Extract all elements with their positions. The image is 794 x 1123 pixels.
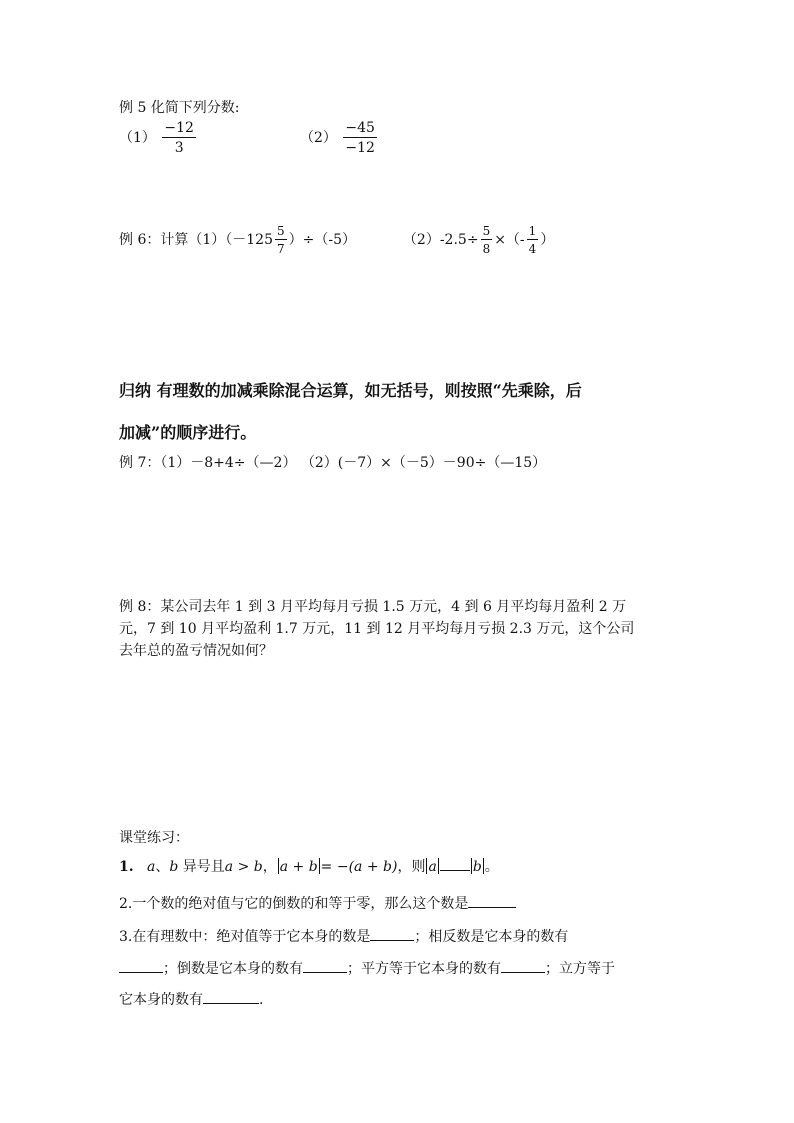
example-6-part-2-prefix: （2）-2.5÷ (402, 232, 479, 248)
denominator: 3 (174, 140, 184, 156)
answer-blank[interactable] (203, 989, 259, 1004)
summary-line-2: 加减”的顺序进行。 (119, 423, 257, 442)
abs-bar (471, 858, 472, 874)
q3-text: 3.在有理数中：绝对值等于它本身的数是 (119, 929, 371, 945)
example-5-part-1 (119, 121, 198, 155)
part-label: （2） (300, 130, 337, 146)
numerator: 1 (528, 224, 537, 238)
practice-question-3-line-2 (119, 958, 615, 978)
q3-text: ；立方等于 (545, 961, 615, 977)
practice-question-2 (119, 893, 516, 913)
answer-blank[interactable] (370, 926, 414, 941)
example-5-title: 例 5 化简下列分数: (119, 100, 240, 116)
example-5-part-2 (300, 121, 379, 155)
summary-line-1: 归纳 有理数的加减乘除混合运算，如无括号，则按照“先乘除，后 (119, 381, 582, 400)
denominator: 8 (482, 242, 491, 256)
q3-text: . (259, 992, 264, 1008)
separator: 、 (155, 859, 170, 875)
part-label: （1） (119, 130, 156, 146)
numerator: −12 (164, 120, 194, 136)
example-7: 例 7：（1）－8+4÷（—2） （2）(－7）×（－5）－90÷（—15） (119, 455, 547, 471)
abs-a: a (428, 859, 437, 875)
q3-text: ；平方等于它本身的数有 (347, 961, 501, 977)
example-6-prefix: 例 6：计算（1）（－125 (119, 232, 273, 248)
numerator: 5 (482, 224, 491, 238)
fraction (162, 121, 196, 155)
q3-text: ；相反数是它本身的数有 (414, 929, 569, 945)
abs-bar (483, 858, 484, 874)
example-6-part-1-tail: ）÷（-5） (288, 232, 357, 248)
answer-blank[interactable] (501, 958, 545, 973)
q2-text: 2.一个数的绝对值与它的倒数的和等于零，那么这个数是 (119, 896, 469, 912)
numerator: 5 (277, 224, 285, 238)
equation-rhs: = −(a + b) (320, 859, 398, 875)
practice-question-3-line-3 (119, 989, 263, 1009)
practice-title: 课堂练习： (119, 830, 189, 846)
denominator: 4 (528, 242, 537, 256)
example-8-line-1: 例 8：某公司去年 1 到 3 月平均每月亏损 1.5 万元，4 到 6 月平均每月盈利 2 万 (119, 599, 627, 615)
q1-text: 异号且 (182, 859, 225, 875)
answer-blank[interactable] (440, 856, 470, 871)
numerator: −45 (345, 120, 375, 136)
abs-bar (438, 858, 439, 874)
answer-blank[interactable] (468, 893, 516, 908)
q3-text: ；倒数是它本身的数有 (163, 961, 303, 977)
q1-condition: a > b (224, 859, 263, 875)
abs-expression: a + b (279, 859, 318, 875)
then-text: ，则 (397, 859, 426, 875)
example-8-line-3: 去年总的盈亏情况如何？ (119, 643, 273, 659)
close-paren: ） (540, 232, 555, 248)
denominator: 7 (277, 242, 285, 256)
mixed-fraction (275, 225, 287, 255)
practice-question-1 (119, 856, 499, 876)
example-8-line-2: 元，7 到 10 月平均盈利 1.7 万元，11 到 12 月平均每月亏损 2.3 万元，这个公司 (119, 621, 635, 637)
times-sign: ×（- (494, 232, 525, 248)
answer-blank[interactable] (119, 958, 163, 973)
fraction (481, 225, 493, 255)
comma: ， (262, 859, 277, 875)
question-number: 1. (119, 859, 134, 875)
practice-question-3-line-1 (119, 926, 568, 946)
var-b: b (169, 859, 179, 875)
abs-bar (319, 858, 320, 874)
period: 。 (484, 859, 499, 875)
example-6 (119, 225, 554, 255)
q3-text: 它本身的数有 (119, 992, 203, 1008)
abs-b: b (472, 859, 482, 875)
var-a: a (146, 859, 156, 875)
answer-blank[interactable] (303, 958, 347, 973)
fraction (527, 225, 539, 255)
fraction (343, 121, 377, 155)
abs-bar (278, 858, 279, 874)
denominator: −12 (345, 140, 375, 156)
